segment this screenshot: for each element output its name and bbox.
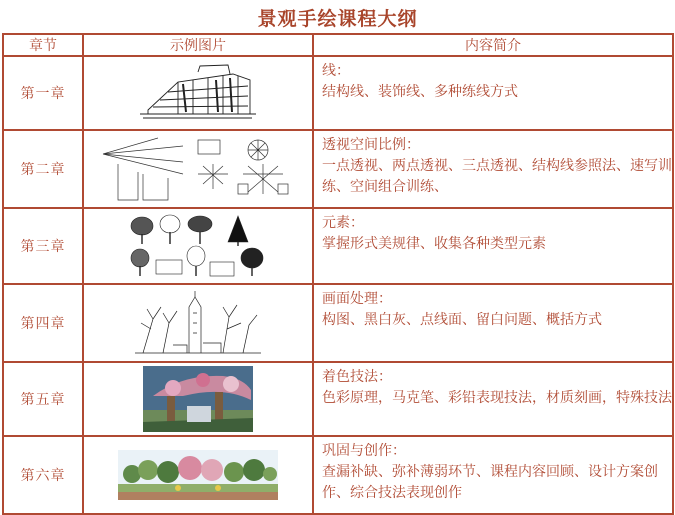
content-title: 元素： (322, 215, 364, 231)
architecture-sketch-icon (138, 62, 258, 124)
tower-sketch-icon (133, 289, 263, 357)
chapter-cell: 第二章 (3, 130, 83, 208)
content-title: 巩固与创作： (322, 443, 406, 459)
example-image-cell (83, 436, 313, 514)
content-body: 一点透视、两点透视、三点透视、结构线参照法、速写训练、空间组合训练、 (322, 158, 672, 195)
example-image-cell (83, 130, 313, 208)
colored-elevation-icon (118, 450, 278, 500)
course-outline-table (2, 33, 674, 515)
content-title: 透视空间比例： (322, 137, 420, 153)
chapter-cell: 第四章 (3, 284, 83, 362)
content-title: 画面处理： (322, 291, 392, 307)
content-body: 构图、黑白灰、点线面、留白问题、概括方式 (322, 312, 602, 328)
content-cell (313, 284, 673, 362)
perspective-diagram-icon (98, 134, 298, 204)
header-content: 内容简介 (313, 34, 673, 56)
table-row (3, 436, 673, 514)
example-image-cell (83, 362, 313, 436)
content-cell (313, 130, 673, 208)
table-row (3, 56, 673, 130)
content-body: 查漏补缺、弥补薄弱环节、课程内容回顾、设计方案创作、综合技法表现创作 (322, 464, 658, 501)
chapter-cell: 第五章 (3, 362, 83, 436)
content-body: 色彩原理，马克笔、彩铅表现技法，材质刻画，特殊技法 (322, 390, 672, 406)
content-body: 掌握形式美规律、收集各种类型元素 (322, 236, 546, 252)
tree-elements-icon (128, 212, 268, 280)
content-body: 结构线、装饰线、多种练线方式 (322, 84, 518, 100)
content-cell (313, 56, 673, 130)
table-row (3, 362, 673, 436)
page-title: 景观手绘课程大纲 (257, 8, 418, 30)
content-title: 线： (322, 63, 350, 79)
content-title: 着色技法： (322, 369, 392, 385)
table-row (3, 130, 673, 208)
content-cell (313, 436, 673, 514)
chapter-cell: 第六章 (3, 436, 83, 514)
table-row (3, 284, 673, 362)
chapter-cell: 第三章 (3, 208, 83, 284)
header-row (3, 34, 673, 56)
header-image: 示例图片 (83, 34, 313, 56)
example-image-cell (83, 208, 313, 284)
table-row (3, 208, 673, 284)
chapter-cell: 第一章 (3, 56, 83, 130)
header-chapter: 章节 (3, 34, 83, 56)
content-cell (313, 362, 673, 436)
example-image-cell (83, 284, 313, 362)
colored-landscape-icon (143, 366, 253, 432)
example-image-cell (83, 56, 313, 130)
content-cell (313, 208, 673, 284)
